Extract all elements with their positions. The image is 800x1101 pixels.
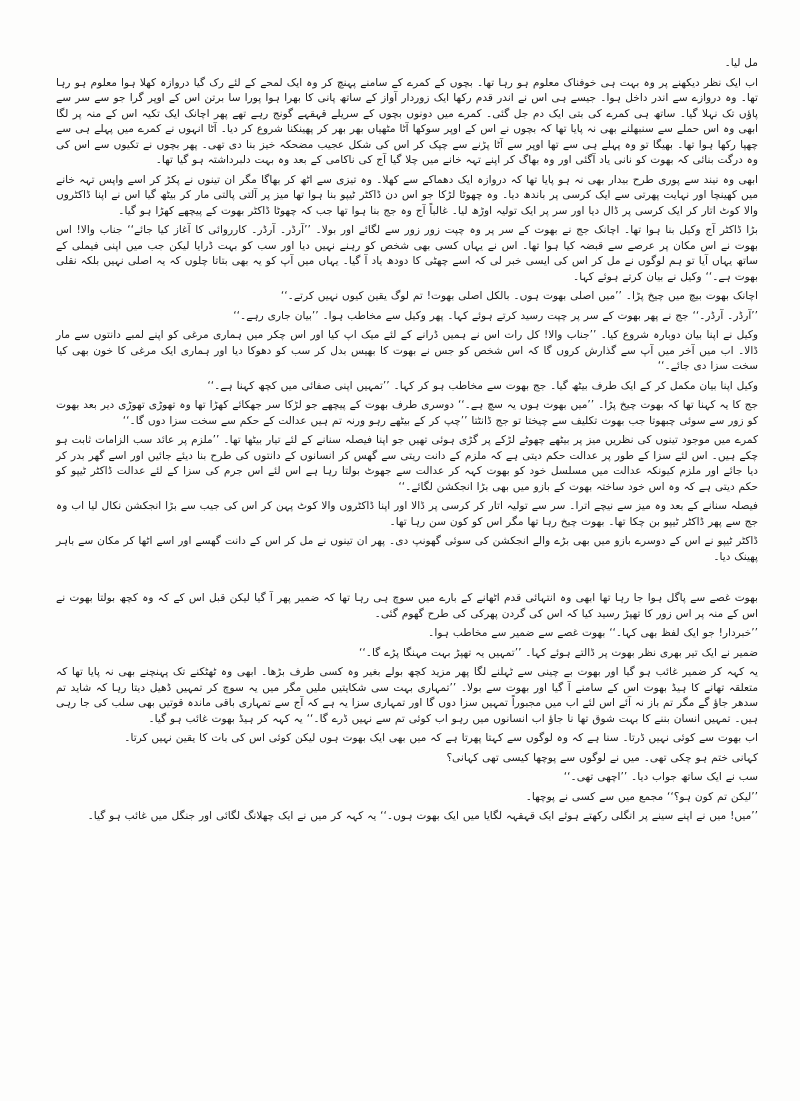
paragraph: ’’میں! میں نے اپنے سینے پر انگلی رکھتے ہوئے ایک قہقہہ لگایا میں ایک بھوت ہوں۔‘‘ یہ کہہ کر میں نے ایک چھلانگ لگائی اور جنگل میں غائب ہو گیا۔ (87, 810, 758, 822)
paragraph: ابھی وہ نیند سے پوری طرح بیدار بھی نہ ہو پایا تھا کہ دروازہ ایک دھماکے سے کھلا۔ وہ تیزی سے اٹھ کر بھاگا مگر ان تینوں نے پکڑ کر اسے واپس تہہ خانے میں کھینچا اور نہایت پھرتی سے ایک کرسی پر باندھ دیا۔ وہ چھوٹا لڑکا جو اس دن ڈاکٹر ٹیپو بنا ہوا تھا میز پر آلتی پالتی مار کر بیٹھ گیا اس نے اپنا ڈاکٹروں والا کوٹ اتار کر ایک کرسی پر ڈال دیا اور سر پر ایک تولیہ اوڑھ لیا۔ غالباً آج وہ جج بنا ہوا تھا جب کہ چھوٹا ڈاکٹر بھوت کے پیچھے کھڑا ہو گیا۔ (56, 173, 758, 217)
paragraph: جج کا یہ کہنا تھا کہ بھوت چیخ پڑا۔ ’’میں بھوت ہوں یہ سچ ہے۔‘‘ دوسری طرف بھوت کے پیچھے جو لڑکا سر جھکائے کھڑا تھا وہ تھوڑی تھوڑی دیر بعد بھوت کو زور سے سوئی چبھوتا جب بھوت تکلیف سے چیختا تو جج ڈانٹتا ’’چپ کر کے بیٹھے رہو ورنہ تم ہیں عدالت کے حکم سے سخت سزا دوں گا۔‘‘ (56, 399, 758, 427)
paragraph: اچانک بھوت بیچ میں چیخ پڑا۔ ’’میں اصلی بھوت ہوں۔ بالکل اصلی بھوت! تم لوگ یقین کیوں نہیں کرتے۔‘‘ (280, 290, 758, 302)
paragraph: اب ایک نظر دیکھنے پر وہ بہت ہی خوفناک معلوم ہو رہا تھا۔ بچوں کے کمرے کے سامنے پہنچ کر وہ ایک لمحے کے لئے رک گیا دروازہ کھلا ہوا معلوم ہو رہا تھا۔ وہ دروازے سے اندر داخل ہوا۔ جیسے ہی اس نے اندر قدم رکھا ایک زوردار آواز کے ساتھ پانی کا بھرا ہوا پورا سا برتن اس کے اوپر گرا جو سے سر سے پاؤں تک نہلا گیا۔ ساتھ ہی کمرے کی بتی ایک دم جل گئی۔ کمرے میں دونوں بچوں کے سریلے قہقہے گونج رہے تھے پھر اچانک ایک تکیہ اس کے منہ پر لگا ابھی وہ اس حملے سے سنبھلنے بھی نہ پایا تھا کہ بچوں نے اس کے اوپر سوکھا آٹا مٹھیاں بھر بھر کر پھینکنا شروع کر دیا۔ آٹا انہوں نے کمرے میں پہلے ہی سے چھپا رکھا ہوا تھا۔ بھیگا تو وہ پہلے ہی سے تھا اوپر سے آٹا پڑنے سے چپک کر اس کی شکل عجیب مضحکہ خیز بنا دی تھی۔ پھر بچوں نے تکیوں سے اس کی وہ درگت بنائی کہ بھوت کو نانی یاد آگئی اور وہ بھاگ کر اپنے تہہ خانے میں چلا گیا آج کی ناکامی کے بعد وہ بہت دلبرداشتہ ہو گیا تھا۔ (56, 76, 758, 166)
paragraph: ڈاکٹر ٹیپو نے اس کے دوسرے بازو میں بھی بڑے والے انجکشن کی سوئی گھونپ دی۔ پھر ان تینوں نے مل کر اس کے دانت گھسے اور اسے اٹھا کر مکان سے باہر پھینک دیا۔ (56, 535, 758, 563)
paragraph: وکیل اپنا بیان مکمل کر کے ایک طرف بیٹھ گیا۔ جج بھوت سے مخاطب ہو کر کہا۔ ’’تمہیں اپنی صفائی میں کچھ کہنا ہے۔‘‘ (207, 379, 758, 392)
paragraph: وکیل نے اپنا بیان دوبارہ شروع کیا۔ ’’جناب والا! کل رات اس نے ہمیں ڈرانے کے لئے میک اپ کیا اور اس چکر میں ہماری مرغی کو اپنے لمبے دانتوں سے مار ڈالا۔ اب میں آخر میں آپ سے گذارش کروں گا کہ اس شخص کو جس نے بھوت کا بھیس بدل کر سب کو دھوکا دیا اور ہماری ایک مرغی کا خون بھی کیا سخت سزا دی جائے۔‘‘ (56, 329, 758, 372)
paragraph: یہ کہہ کر ضمیر غائب ہو گیا اور بھوت بے چینی سے ٹہلنے لگا پھر مزید کچھ بولے بغیر وہ کسی طرف بڑھا۔ ابھی وہ ٹھٹکنے تک پہنچنے بھی نہ پایا تھا کہ متعلقہ تھانے کا ہیڈ بھوت اس کے سامنے آ گیا اور بھوت سے بولا۔ ’’تمہاری بہت سی شکایتیں ملیں مگر میں یہ سوچ کر تمہیں ڈھیل دیتا رہا کہ شاید تم سدھر جاؤ گے مگر تم باز نہ آئے اس لئے اب میں مجبوراً تمہیں سزا دوں گا اور تمہاری سزا یہ ہے کہ آج سے تمہاری باقی ماندہ قوتیں بھی سلب کی جا رہی ہیں۔ تمہیں انسان بننے کا بہت شوق تھا نا جاؤ اب انسانوں میں رہو اب کوئی تم سے نہیں ڈرے گا۔‘‘ یہ کہہ کر ہیڈ بھوت غائب ہو گیا۔ (56, 666, 758, 725)
paragraph: فیصلہ سنانے کے بعد وہ میز سے نیچے اترا۔ سر سے تولیہ اتار کر کرسی پر ڈالا اور اپنا ڈاکٹروں والا کوٹ پہن کر اس کی جیب سے بڑا انجکشن نکال لیا اب وہ جج سے پھر ڈاکٹر ٹیپو بن چکا تھا۔ بھوت چیخ رہا تھا مگر اس کو کون سن رہا تھا۔ (56, 500, 758, 528)
paragraph: ’’آرڈر۔ آرڈر۔‘‘ جج نے پھر بھوت کے سر پر چپت رسید کرتے ہوئے کہا۔ پھر وکیل سے مخاطب ہوا۔ ’’بیان جاری رہے۔‘‘ (233, 309, 758, 322)
paragraph: کمرے میں موجود تینوں کی نظریں میز پر بیٹھے چھوٹے لڑکے پر گڑی ہوئی تھیں جو اپنا فیصلہ سنانے کے لئے تیار بیٹھا تھا۔ ’’ملزم پر عائد سب الزامات ثابت ہو چکے ہیں۔ اس لئے سزا کے طور پر عدالت حکم دیتی ہے کہ ملزم کے دانت ریتی سے گھس کر انسانوں کے دانتوں کی طرح بنا دیئے جائیں اور اسے گھر بدر کر دیا جائے اور ملزم کیونکہ عدالت میں مسلسل خود کو بھوت کہہ کر عدالت سے جھوٹ بولتا رہا ہے اس لئے اس جرم کی سزا کے لئے عدالت ڈاکٹر ٹیپو کو حکم دیتی ہے کہ وہ اس خود ساختہ بھوت کے بازو میں بھی بڑا انجکشن لگائے۔‘‘ (56, 434, 758, 493)
paragraph: بھوت غصے سے پاگل ہوا جا رہا تھا ابھی وہ انتہائی قدم اٹھانے کے بارے میں سوچ ہی رہا تھا کہ ضمیر پھر آ گیا لیکن قبل اس کے کہ وہ کچھ بولتا بھوت نے اس کے منہ پر اس زور کا تھپڑ رسید کیا کہ اس کی گردن پھرکی کی طرح گھوم گئی۔ (56, 592, 758, 620)
paragraph: بڑا ڈاکٹر آج وکیل بنا ہوا تھا۔ اچانک جج نے بھوت کے سر پر وہ چپت زور زور سے لگائے اور بولا۔ ’’آرڈر۔ آرڈر۔ کارروائی کا آغاز کیا جائے‘‘ جناب والا! اس بھوت نے اس مکان پر عرصے سے قبضہ کیا ہوا تھا۔ اس نے یہاں کسی بھی شخص کو رہنے نہیں دیا اور سب کو بہت ڈرایا لیکن جب میں اپنی فیملی کے ساتھ یہاں آیا تو ہم لوگوں نے مل کر اس کی ایسی خبر لی کہ اسے چھٹی کا دودھ یاد آ گیا۔ یہاں میں آپ کو یہ بھی بتاتا چلوں کہ یہ اصلی نہیں بلکہ نقلی بھوت ہے۔‘‘ وکیل نے بیان کرتے ہوئے کہا۔ (56, 224, 758, 283)
paragraph: کہانی ختم ہو چکی تھی۔ میں نے لوگوں سے پوچھا کیسی تھی کہانی؟ (446, 751, 758, 764)
paragraph: ’’لیکن تم کون ہو؟‘‘ مجمع میں سے کسی نے پوچھا۔ (525, 790, 758, 803)
paragraph: اب بھوت سے کوئی نہیں ڈرتا۔ سنا ہے کہ وہ لوگوں سے کہتا پھرتا ہے کہ میں بھی ایک بھوت ہوں لیکن کوئی اس کی بات کا یقین نہیں کرتا۔ (124, 732, 758, 744)
paragraph: ضمیر نے ایک تیر بھری نظر بھوت پر ڈالتے ہوئے کہا۔ ’’تمہیں یہ تھپڑ بہت مہنگا پڑے گا۔‘‘ (359, 646, 758, 659)
paragraph: ’’خبردار! جو ایک لفظ بھی کہا۔‘‘ بھوت غصے سے ضمیر سے مخاطب ہوا۔ (428, 627, 758, 639)
paragraph: سب نے ایک ساتھ جواب دیا۔ ’’اچھی تھی۔‘‘ (563, 771, 758, 783)
paragraph: مل لیا۔ (724, 57, 758, 69)
